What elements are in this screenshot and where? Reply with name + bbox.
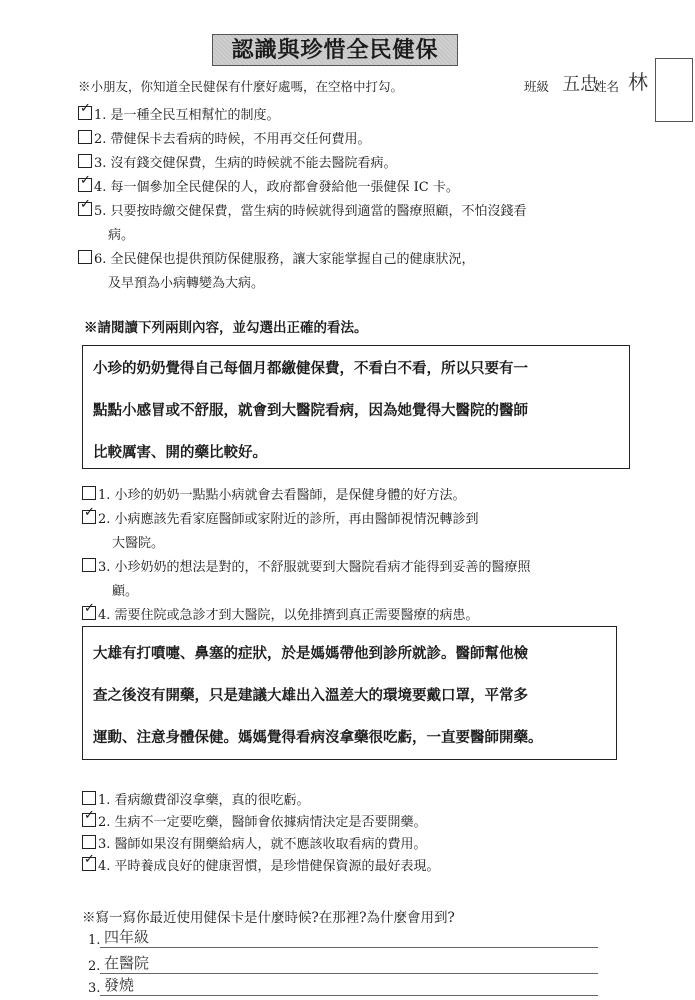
check-mark-icon: ✓ (84, 601, 95, 616)
list-item (82, 484, 672, 508)
list-item (78, 128, 668, 152)
check-mark-icon: ✓ (80, 173, 91, 188)
passage-1-options (82, 484, 672, 628)
section1-list (78, 101, 668, 296)
answer-number: 2. (88, 959, 101, 974)
answer-row (88, 952, 598, 974)
checkbox[interactable] (82, 486, 96, 500)
item-text-cont: 顧。 (112, 584, 139, 599)
checkbox[interactable] (78, 130, 92, 144)
list-item (82, 834, 672, 856)
passage-2-options (82, 790, 672, 878)
item-text: 2. 帶健保卡去看病的時候，不用再交任何費用。 (94, 132, 371, 147)
intro-instruction: ※小朋友，你知道全民健保有什麼好處嗎，在空格中打勾。 (78, 79, 404, 94)
answer-row (88, 926, 598, 948)
checkbox[interactable] (82, 852, 96, 871)
check-mark-icon: ✓ (84, 505, 95, 520)
answer-number: 1. (88, 933, 101, 948)
checkbox[interactable] (78, 101, 92, 120)
list-item (82, 808, 672, 834)
item-text-cont: 大醫院。 (112, 536, 165, 551)
checkbox[interactable] (82, 808, 96, 827)
name-value: 林 (628, 70, 648, 94)
checkbox[interactable] (82, 835, 96, 849)
list-item (82, 601, 672, 628)
section2-heading: ※請閱讀下列兩則內容，並勾選出正確的看法。 (84, 320, 368, 336)
passage-1-box (82, 345, 630, 469)
list-item (82, 790, 672, 812)
name-label: 姓名 (594, 79, 620, 94)
list-item (78, 101, 668, 128)
passage-line: 查之後沒有開藥，只是建議大雄出入溫差大的環境要戴口罩，平常多 (93, 687, 528, 704)
class-value: 五忠 (562, 74, 598, 95)
answer-number: 3. (88, 981, 101, 996)
item-text: 4. 每一個參加全民健保的人，政府都會發給他一張健保 IC 卡。 (94, 180, 459, 195)
check-mark-icon: ✓ (84, 808, 95, 823)
item-text: 3. 醫師如果沒有開藥給病人，就不應該收取看病的費用。 (98, 837, 427, 852)
list-item (82, 505, 672, 556)
passage-2-box (82, 626, 617, 760)
passage-line: 點點小感冒或不舒服，就會到大醫院看病，因為她覺得大醫院的醫師 (93, 402, 528, 419)
list-item (78, 248, 668, 296)
list-item (78, 152, 668, 176)
list-item (78, 197, 668, 248)
worksheet-title: 認識與珍惜全民健保 (212, 34, 458, 66)
checkbox[interactable] (82, 601, 96, 620)
section3-heading: ※寫一寫你最近使用健保卡是什麼時候?在那裡?為什麼會用到? (82, 910, 455, 926)
answer-line (100, 995, 598, 996)
class-label: 班級 (524, 79, 550, 94)
passage-line: 比較厲害、開的藥比較好。 (93, 444, 267, 461)
checkbox[interactable] (82, 505, 96, 524)
item-text: 3. 小珍奶奶的想法是對的，不舒服就要到大醫院看病才能得到妥善的醫療照 (98, 560, 531, 575)
check-mark-icon: ✓ (80, 197, 91, 212)
item-text: 1. 是一種全民互相幫忙的制度。 (94, 108, 280, 123)
check-mark-icon: ✓ (80, 101, 91, 116)
item-text: 2. 小病應該先看家庭醫師或家附近的診所，再由醫師視情況轉診到 (98, 512, 479, 527)
answer-row (88, 974, 598, 996)
check-mark-icon: ✓ (84, 852, 95, 867)
answer-text: 四年級 (104, 928, 150, 946)
passage-line: 運動、注意身體保健。媽媽覺得看病沒拿藥很吃虧，一直要醫師開藥。 (93, 729, 543, 746)
answer-text: 發燒 (104, 976, 135, 994)
passage-line: 小珍的奶奶覺得自己每個月都繳健保費，不看白不看，所以只要有一 (93, 360, 528, 377)
item-text-cont: 及早預為小病轉變為大病。 (108, 276, 265, 291)
passage-line: 大雄有打噴嚏、鼻塞的症狀，於是媽媽帶他到診所就診。醫師幫他檢 (93, 645, 528, 662)
list-item (82, 556, 672, 604)
checkbox[interactable] (78, 173, 92, 192)
checkbox[interactable] (78, 250, 92, 264)
item-text-cont: 病。 (108, 228, 135, 243)
item-text: 6. 全民健保也提供預防保健服務，讓大家能掌握自己的健康狀況， (94, 252, 475, 267)
answer-text: 在醫院 (104, 954, 150, 972)
item-text: 2. 生病不一定要吃藥，醫師會依據病情決定是否要開藥。 (98, 815, 427, 830)
answer-line (100, 947, 598, 948)
list-item (78, 173, 668, 200)
checkbox[interactable] (82, 558, 96, 572)
item-text: 1. 看病繳費卻沒拿藥，真的很吃虧。 (98, 793, 310, 808)
checkbox[interactable] (78, 154, 92, 168)
item-text: 4. 平時養成良好的健康習慣，是珍惜健保資源的最好表現。 (98, 859, 440, 874)
checkbox[interactable] (82, 791, 96, 805)
checkbox[interactable] (78, 197, 92, 216)
item-text: 3. 沒有錢交健保費，生病的時候就不能去醫院看病。 (94, 156, 397, 171)
item-text: 4. 需要住院或急診才到大醫院，以免排擠到真正需要醫療的病患。 (98, 608, 479, 623)
list-item (82, 852, 672, 878)
item-text: 1. 小珍的奶奶一點點小病就會去看醫師，是保健身體的好方法。 (98, 488, 466, 503)
item-text: 5. 只要按時繳交健保費，當生病的時候就得到適當的醫療照顧，不怕沒錢看 (94, 204, 527, 219)
